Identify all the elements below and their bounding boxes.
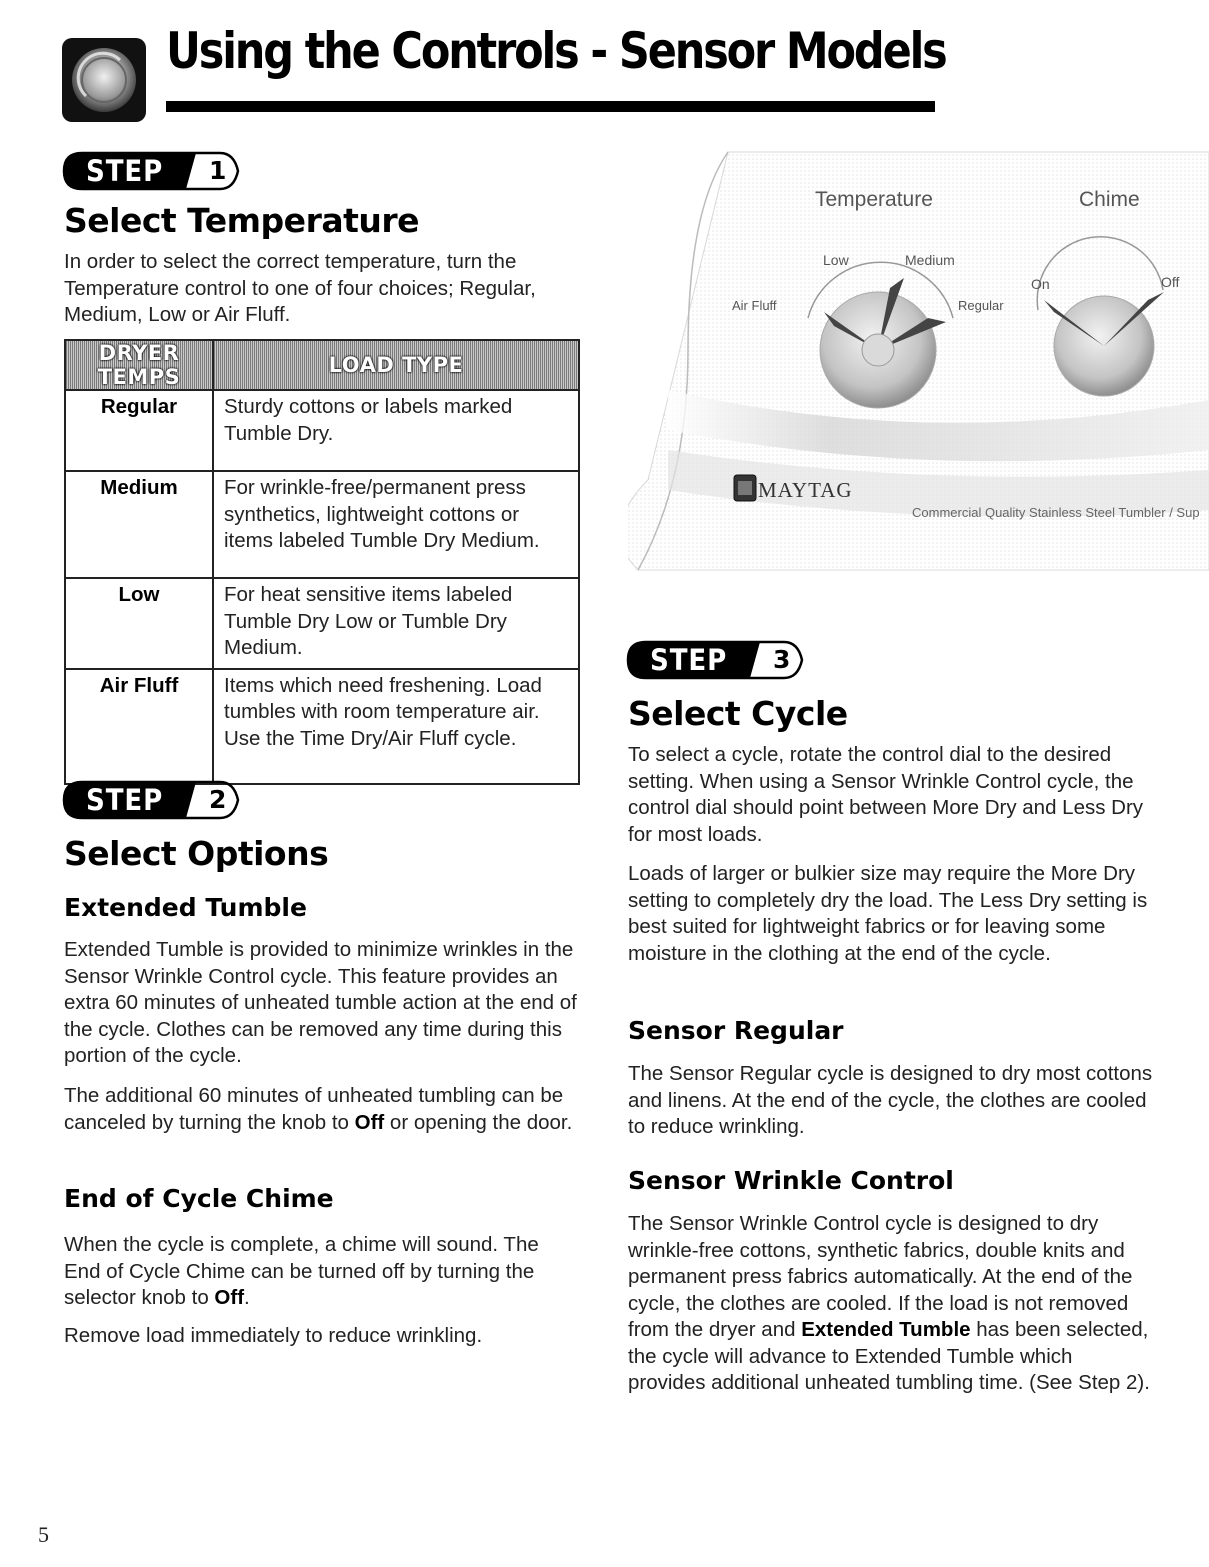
extended-tumble-emphasis: Extended Tumble (801, 1318, 971, 1341)
step-2-number: 2 (209, 785, 227, 814)
chime-para-2: Remove load immediately to reduce wrinkling. (64, 1324, 483, 1347)
chime-label: Chime (1079, 188, 1140, 211)
air-fluff-label: Air Fluff (732, 298, 777, 313)
table-row (65, 471, 579, 578)
control-panel-illustration (628, 150, 1209, 580)
table-cell-temp: Regular (65, 390, 213, 471)
extended-tumble-para-2: The additional 60 minutes of unheated tumbling can be canceled by turning the knob to Off or opening the door. (64, 1084, 573, 1134)
extended-tumble-heading: Extended Tumble (64, 893, 307, 922)
control-dial-icon (62, 38, 146, 122)
table-cell-temp: Medium (65, 471, 213, 578)
end-of-cycle-chime-heading: End of Cycle Chime (64, 1184, 334, 1213)
table-cell-load: Items which need freshening. Load tumbles with room temperature air. Use the Time Dry/Air Fluff cycle. (213, 669, 579, 784)
select-cycle-para-1: To select a cycle, rotate the control dial to the desired setting. When using a Sensor Wrinkle Control cycle, the control dial should point between More Dry and Less Dry for most loads. (628, 743, 1144, 846)
page-title: Using the Controls - Sensor Models (166, 22, 946, 80)
off-emphasis: Off (214, 1286, 245, 1309)
step-2-word: STEP (86, 783, 164, 817)
off-emphasis: Off (354, 1110, 385, 1134)
select-temperature-intro: In order to select the correct temperature, turn the Temperature control to one of four choices; Regular, Medium, Low or Air Fluff. (64, 250, 536, 326)
table-cell-load: Sturdy cottons or labels marked Tumble Dry. (213, 390, 579, 471)
off-label: Off (1161, 274, 1180, 290)
page-number: 5 (38, 1522, 49, 1547)
title-rule (166, 101, 935, 112)
sensor-wrinkle-control-para: The Sensor Wrinkle Control cycle is designed to dry wrinkle-free cottons, synthetic fabrics, double knits and permanent press fabrics automatically. At the end of the cycle, the clothes are cooled. If the load is not removed from the dryer and Extended Tumble has been selected, the cycle will advance to Extended Tumble which provides additional unheated tumbling time. (See Step 2). (628, 1212, 1150, 1394)
table-cell-load: For wrinkle-free/permanent press synthetics, lightweight cottons or items labeled Tumble Dry Medium. (213, 471, 579, 578)
low-label: Low (823, 252, 849, 268)
chime-para-1: When the cycle is complete, a chime will sound. The End of Cycle Chime can be turned off by turning the selector knob to Off. (64, 1233, 539, 1309)
sensor-regular-para: The Sensor Regular cycle is designed to dry most cottons and linens. At the end of the cycle, the clothes are cooled to reduce wrinkling. (628, 1062, 1153, 1138)
medium-label: Medium (905, 252, 955, 268)
step-3-badge (626, 640, 826, 680)
table-header-row (65, 340, 579, 390)
sensor-wrinkle-control-heading: Sensor Wrinkle Control (628, 1166, 954, 1195)
temperature-table (64, 339, 580, 785)
select-cycle-para-2: Loads of larger or bulkier size may require the More Dry setting to completely dry the load. The Less Dry setting is best suited for lightweight fabrics or for leaving some moisture in the clothing at the end of the cycle. (628, 862, 1148, 965)
table-row (65, 390, 579, 471)
table-cell-load: For heat sensitive items labeled Tumble Dry Low or Tumble Dry Medium. (213, 578, 579, 669)
table-header-dryer-temps: DRYER TEMPS (65, 340, 213, 390)
step-2-badge (62, 780, 262, 820)
table-row (65, 578, 579, 669)
sensor-regular-heading: Sensor Regular (628, 1016, 844, 1045)
step-1-badge (62, 151, 262, 191)
temperature-label: Temperature (815, 188, 933, 211)
on-label: On (1031, 276, 1050, 292)
tagline: Commercial Quality Stainless Steel Tumbler / Sup (912, 505, 1200, 520)
table-cell-temp: Low (65, 578, 213, 669)
step-3-number: 3 (773, 645, 791, 674)
table-cell-temp: Air Fluff (65, 669, 213, 784)
step-1-word: STEP (86, 154, 164, 188)
extended-tumble-para-1: Extended Tumble is provided to minimize wrinkles in the Sensor Wrinkle Control cycle. This feature provides an extra 60 minutes of unheated tumble action at the end of the cycle. Clothes can be removed any time during this portion of the cycle. (64, 938, 577, 1067)
table-row (65, 669, 579, 784)
select-options-heading: Select Options (64, 834, 329, 873)
table-header-load-type: LOAD TYPE (213, 340, 579, 390)
regular-label: Regular (958, 298, 1004, 313)
brand-logo: MAYTAG (758, 478, 853, 502)
step-1-number: 1 (209, 156, 227, 185)
step-3-word: STEP (650, 643, 728, 677)
select-cycle-heading: Select Cycle (628, 694, 848, 733)
select-temperature-heading: Select Temperature (64, 201, 420, 240)
